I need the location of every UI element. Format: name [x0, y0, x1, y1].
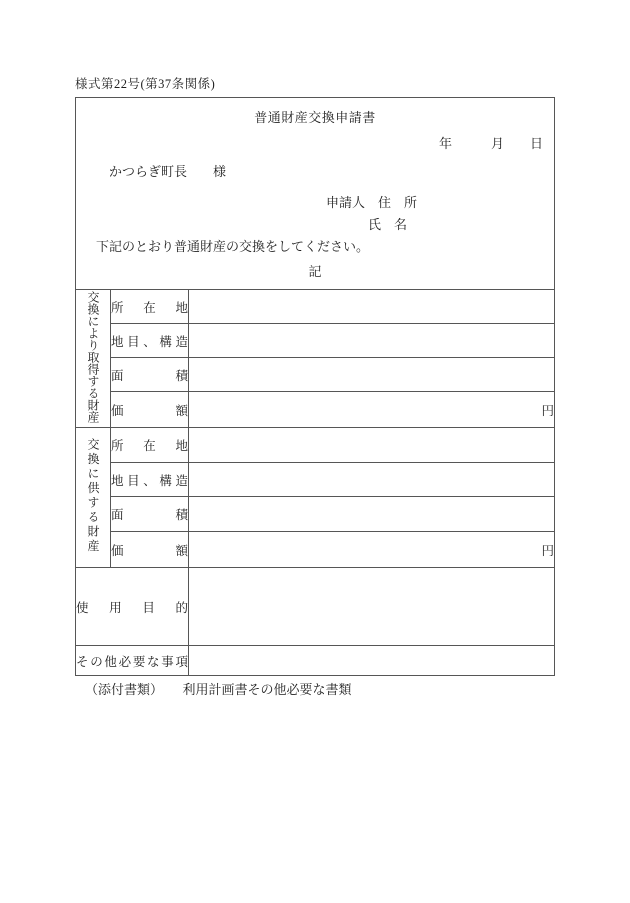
table-row	[76, 358, 555, 392]
list-marker: 記	[308, 264, 322, 279]
attachment-note: （添付書類） 利用計画書その他必要な書類	[85, 682, 352, 697]
row-label-price: 価額	[111, 532, 189, 568]
table-row	[76, 324, 555, 358]
table-row	[76, 532, 555, 568]
row-label-area: 面積	[111, 497, 189, 532]
row-label-category: 地目、構造	[111, 463, 189, 497]
row-value-category	[189, 463, 555, 497]
row-label-area: 面積	[111, 358, 189, 392]
row-value-location	[189, 290, 555, 324]
usage-purpose-row	[76, 568, 555, 646]
property-table	[75, 289, 555, 676]
table-row	[76, 290, 555, 324]
form-box	[75, 97, 555, 676]
row-value-location	[189, 428, 555, 463]
row-value-area	[189, 497, 555, 532]
addressee-line: かつらぎ町長 様	[109, 164, 227, 179]
row-value-area	[189, 358, 555, 392]
request-sentence: 下記のとおり普通財産の交換をしてください。	[96, 239, 370, 254]
form-header	[75, 97, 555, 289]
row-label-location: 所在地	[111, 428, 189, 463]
form-number: 様式第22号(第37条関係)	[75, 77, 216, 91]
other-matters-row	[76, 646, 555, 676]
row-label-price: 価額	[111, 392, 189, 428]
row-label-location: 所在地	[111, 290, 189, 324]
form-title: 普通財産交換申請書	[254, 110, 376, 125]
section2-header: 交換に供する財産	[86, 437, 100, 554]
row-label-other-matters: その他必要な事項	[76, 646, 189, 676]
date-line: 年 月 日	[438, 136, 543, 151]
applicant-name-line: 氏 名	[368, 217, 408, 232]
table-row	[76, 428, 555, 463]
row-value-category	[189, 324, 555, 358]
row-label-category: 地目、構造	[111, 324, 189, 358]
section1-header: 交換により取得する財産	[86, 290, 100, 423]
row-label-usage-purpose: 使用目的	[76, 568, 189, 646]
row-value-price-yen: 円	[189, 532, 555, 568]
row-value-other-matters	[189, 646, 555, 676]
applicant-address-line: 申請人 住 所	[326, 195, 418, 210]
row-value-price-yen: 円	[189, 392, 555, 428]
table-row	[76, 392, 555, 428]
section1-header-cell	[76, 290, 111, 428]
row-value-usage-purpose	[189, 568, 555, 646]
section2-header-cell	[76, 428, 111, 568]
table-row	[76, 463, 555, 497]
table-row	[76, 497, 555, 532]
